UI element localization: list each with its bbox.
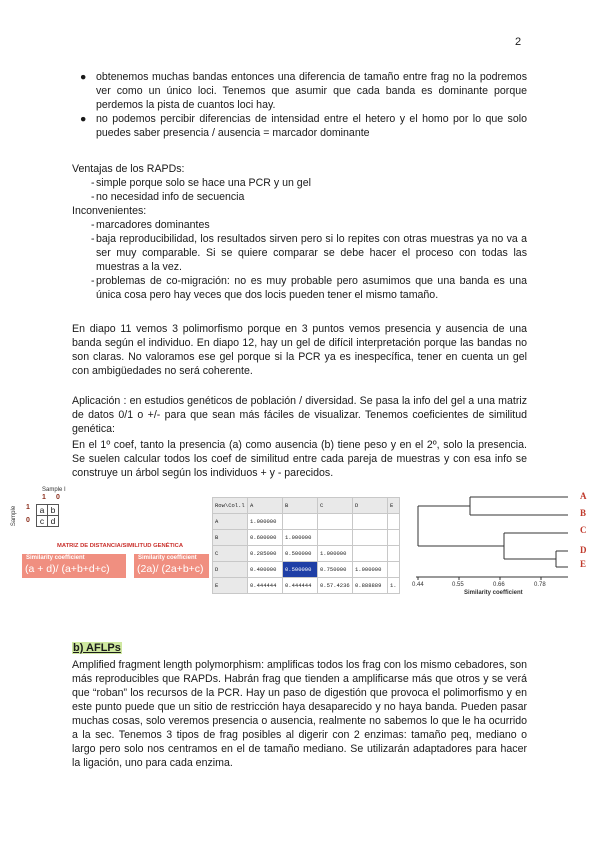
matrix-cell [353, 546, 388, 562]
dendrogram-figure [408, 487, 598, 612]
coef2-box [134, 554, 209, 578]
side-number: 0 [26, 517, 30, 524]
matrix-row-label: A [213, 514, 248, 530]
bullet-text: obtenemos muchas bandas entonces una diferencia de tamaño entre frag no la podremos ver como un único loci. Tenemos que asumir que cada banda es dominante porque perdemos la pista de cuantos loci hay. [96, 71, 527, 111]
matrix-header-cell: A [248, 498, 283, 514]
matrix-cell: 0.285000 [248, 546, 283, 562]
inconvenientes-item: - marcadores dominantes [91, 219, 210, 231]
coef2-title: Similarity coefficient [138, 555, 197, 561]
leaf-label: D [580, 545, 587, 555]
matrix-cell [318, 530, 353, 546]
bullet-list [72, 70, 527, 140]
cell-c: c [37, 516, 48, 527]
ventajas-item: - no necesidad info de secuencia [91, 191, 245, 203]
matrix-cell: 0.750000 [318, 562, 353, 578]
matrix-row-label: B [213, 530, 248, 546]
matrix-cell: 0.57.4236 [318, 578, 353, 594]
matrix-cell [388, 562, 400, 578]
matrix-cell [388, 546, 400, 562]
matrix-cell [353, 530, 388, 546]
matrix-cell: 1.000000 [353, 562, 388, 578]
leaf-label: E [580, 559, 587, 569]
matrix-header-cell: Row\Col.l [213, 498, 248, 514]
matrix-row [213, 578, 400, 594]
axis-tick-label: 0.44 [412, 582, 424, 588]
matrix-cell: 0.444444 [283, 578, 318, 594]
matrix-cell: 1. [388, 578, 400, 594]
matrix-cell [318, 514, 353, 530]
inconvenientes-item: - baja reproducibilidad, los resultados sirven pero si lo repites con otras muestras ya no va a ser muy comparable. Si se quiere comparar se debe hacer el proceso con todas las muestras a la vez. [91, 233, 527, 273]
matrix-cell [388, 514, 400, 530]
matrix-cell: 1.000000 [283, 530, 318, 546]
cell-d: d [48, 516, 59, 527]
inconvenientes-item: - problemas de co-migración: no es muy probable pero asumimos que una banda es una única cosa pero hay veces que dos locis pueden tener el mismo tamaño. [91, 275, 527, 301]
paragraph-coef: En el 1º coef, tanto la presencia (a) como ausencia (b) tiene peso y en el 2º, solo la presencia. Se suelen calcular todos los coef de similitud entre cada pareja de muestras y con esa info se construye un árbol según los individuos + y - parecidos. [72, 439, 527, 479]
matrix-header-row [213, 498, 400, 514]
matrix-row-label: C [213, 546, 248, 562]
matrix-cell: 0.500000 [283, 546, 318, 562]
matrix-cell: 0.888889 [353, 578, 388, 594]
side-number: 1 [26, 504, 30, 511]
top-number: 0 [56, 494, 60, 501]
coef1-title: Similarity coefficient [26, 555, 85, 561]
axis-tick-label: 0.66 [493, 582, 505, 588]
matrix-cell: 1.000000 [318, 546, 353, 562]
bullet-item [72, 112, 527, 140]
page-number: 2 [515, 36, 522, 48]
matrix-cell-selected[interactable]: 0.500000 [283, 562, 318, 578]
sample-top-label: Sample I [42, 487, 66, 493]
distance-matrix [212, 497, 400, 594]
matrix-cell [353, 514, 388, 530]
matrix-header-cell: E [388, 498, 400, 514]
cell-b: b [48, 505, 59, 516]
axis-tick-label: 0.55 [452, 582, 464, 588]
matrix-row [213, 546, 400, 562]
matrix-cell [283, 514, 318, 530]
matrix-cell: 1.000000 [248, 514, 283, 530]
bullet-text: no podemos percibir diferencias de intensidad entre el hetero y el homo por lo que solo puedes saber presencia / ausencia = marcador dominante [96, 113, 527, 139]
dendrogram-tree [408, 487, 598, 607]
leaf-label: C [580, 525, 587, 535]
matrix-header-cell: D [353, 498, 388, 514]
inconvenientes-title: Inconvenientes: [72, 205, 147, 217]
matrix-cell: 0.600000 [248, 530, 283, 546]
matrix-header-cell: B [283, 498, 318, 514]
cell-a: a [37, 505, 48, 516]
coef1-formula: (a + d)/ (a+b+d+c) [25, 563, 110, 575]
matrix-cell: 0.444444 [248, 578, 283, 594]
contingency-table [36, 504, 59, 527]
matrix-row-label: E [213, 578, 248, 594]
ventajas-title: Ventajas de los RAPDs: [72, 163, 185, 175]
ventajas-item: - simple porque solo se hace una PCR y un gel [91, 177, 311, 189]
bullet-item [72, 70, 527, 112]
matrix-row [213, 514, 400, 530]
matrix-title: MATRIZ DE DISTANCIA/SIMILITUD GENÉTICA [57, 543, 184, 549]
paragraph-aplicacion: Aplicación : en estudios genéticos de población / diversidad. Se pasa la info del gel a una matriz de datos 0/1 o +/- para que sean más fáciles de visualizar. Tenemos coeficientes de similitud genética: [72, 395, 527, 435]
paragraph-aflp: Amplified fragment length polymorphism: amplificas todos los frag con los mismo cebadores, son más reproducibles que RAPDs. Habrán frag que tienden a amplificarse más que otros y se verá que “roban” los recursos de la PCR. Hay un paso de digestión que provoca el polimorfismo y en este punto puede que un sitio de restricción haya desaparecido y no haya banda. Pueden pasar muchas cosas, solo veremos presencia o ausencia, realmente no sabemos lo que le ha ocurrido a la sec. Tenemos 3 tipos de frag posibles al digerir con 2 enzimas: tamaño peq, mediano o largo pero solo nos centramos en el de tamaño mediano. Se utilizarán adaptadores para hacer la ligación, uno para cada enzima. [72, 659, 527, 769]
matrix-cell [388, 530, 400, 546]
bullet-dot-icon: ● [80, 113, 87, 125]
bullet-dot-icon: ● [80, 71, 87, 83]
top-number: 1 [42, 494, 46, 501]
sample-side-label: Sample [11, 505, 18, 527]
leaf-label: B [580, 508, 587, 518]
matrix-cell: 0.400000 [248, 562, 283, 578]
axis-title: Similarity coefficient [464, 590, 523, 596]
leaf-label: A [580, 491, 587, 501]
paragraph-diapo: En diapo 11 vemos 3 polimorfismo porque en 3 puntos vemos presencia y ausencia de una banda según el individuo. En diapo 12, hay un gel de difícil interpretación porque las bandas no son claras. No valoramos ese gel porque si la PCR ya es inespecífica, tener en cuenta un gel con ambigüedades no será coherente. [72, 323, 527, 377]
coef2-formula: (2a)/ (2a+b+c) [137, 563, 204, 575]
matrix-row [213, 562, 400, 578]
similarity-legend-figure [12, 487, 207, 587]
section-heading-aflp: b) AFLPs [73, 642, 121, 654]
matrix-row-label: D [213, 562, 248, 578]
pros-cons-section [72, 162, 527, 302]
axis-tick-label: 0.78 [534, 582, 546, 588]
matrix-row [213, 530, 400, 546]
matrix-header-cell: C [318, 498, 353, 514]
coef1-box [22, 554, 126, 578]
